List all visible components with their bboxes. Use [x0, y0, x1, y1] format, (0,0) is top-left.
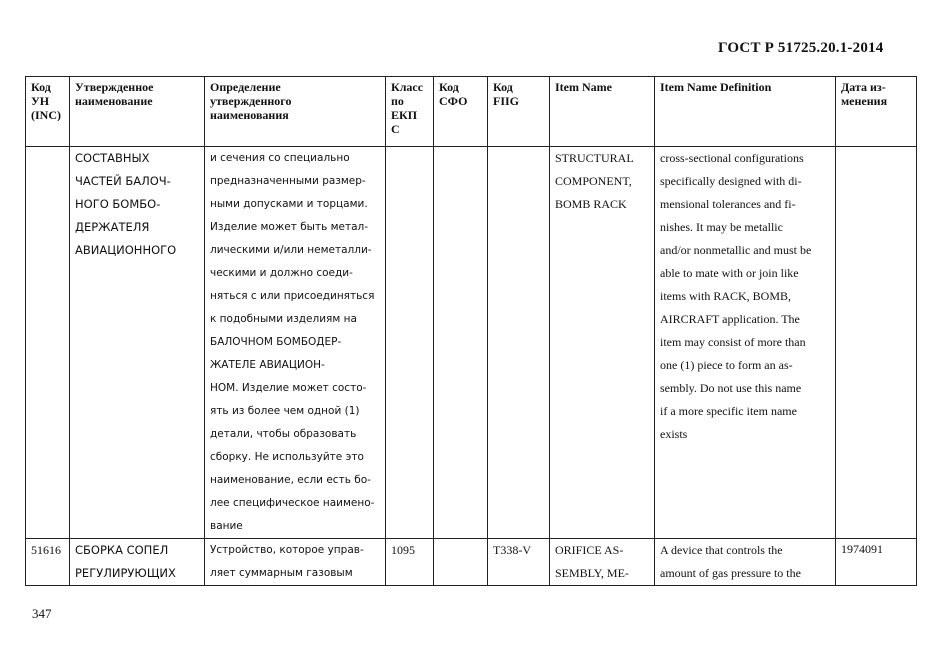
cell-approved-name: СОСТАВНЫХ ЧАСТЕЙ БАЛОЧ- НОГО БОМБО- ДЕРЖАТЕЛЯ АВИАЦИОННОГО — [70, 147, 205, 539]
header-definition: Определение утвержденного наименования — [205, 77, 386, 147]
header-fiig: Код FIIG — [488, 77, 550, 147]
standard-designation: ГОСТ Р 51725.20.1-2014 — [718, 40, 884, 56]
cell-definition: Устройство, которое управ- ляет суммарным газовым — [205, 539, 386, 586]
cell-definition: и сечения со специально предназначенными размер- ными допусками и торцами. Изделие может быть метал- лическими и/или неметалли- ческими и должно соеди- няться с или присоединяться к подобными изделиям на БАЛОЧНОМ БОМБОДЕР- ЖАТЕЛЕ АВИАЦИОН- НОМ. Изделие может состо- ять из более чем одной (1) детали, чтобы образовать сборку. Не используйте это наименование, если есть бо- лее специфическое наимено- вание — [205, 147, 386, 539]
header-date: Дата из- менения — [836, 77, 917, 147]
cell-item-definition: A device that controls the amount of gas pressure to the — [655, 539, 836, 586]
cell-date: 1974091 — [836, 539, 917, 586]
header-class: Класс по ЕКП С — [386, 77, 434, 147]
cell-sfo — [434, 539, 488, 586]
header-item-name: Item Name — [550, 77, 655, 147]
header-inc: Код УН (INC) — [26, 77, 70, 147]
cell-inc: 51616 — [26, 539, 70, 586]
cell-class: 1095 — [386, 539, 434, 586]
header-item-definition: Item Name Definition — [655, 77, 836, 147]
table-row — [26, 147, 917, 539]
cell-fiig: T338-V — [488, 539, 550, 586]
cell-class — [386, 147, 434, 539]
table-header-row — [26, 77, 917, 147]
cell-item-name: ORIFICE AS- SEMBLY, ME- — [550, 539, 655, 586]
header-approved-name: Утвержденное наименование — [70, 77, 205, 147]
cell-approved-name: СБОРКА СОПЕЛ РЕГУЛИРУЮЩИХ — [70, 539, 205, 586]
header-sfo: Код СФО — [434, 77, 488, 147]
cell-sfo — [434, 147, 488, 539]
cell-date — [836, 147, 917, 539]
page-number: 347 — [32, 606, 52, 621]
classification-table — [25, 76, 917, 586]
cell-inc — [26, 147, 70, 539]
cell-fiig — [488, 147, 550, 539]
cell-item-name: STRUCTURAL COMPONENT, BOMB RACK — [550, 147, 655, 539]
table-row — [26, 539, 917, 586]
cell-item-definition: cross-sectional configurations specifically designed with di- mensional tolerances and fi- nishes. It may be metallic and/or nonmetallic and must be able to mate with or join like items with RACK, BOMB, AIRCRAFT application. The item may consist of more than one (1) piece to form an as- sembly. Do not use this name if a more specific item name exists — [655, 147, 836, 539]
